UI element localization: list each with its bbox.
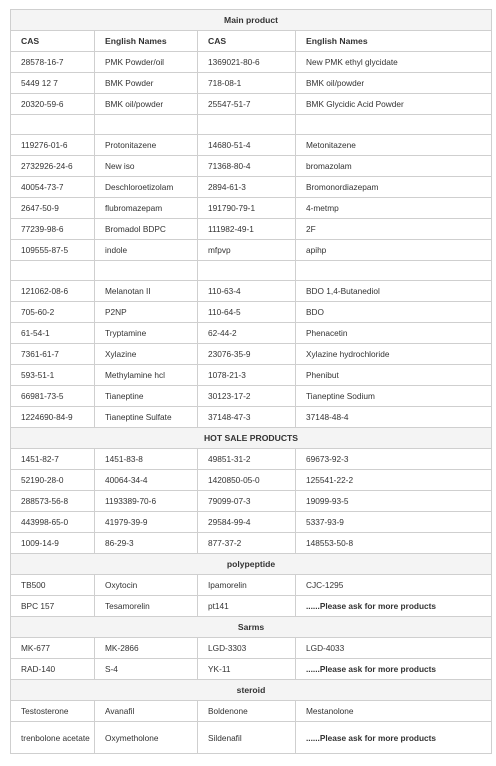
table-cell: 2894-61-3 xyxy=(198,177,296,198)
table-cell: Oxytocin xyxy=(95,575,198,596)
table-row xyxy=(11,575,492,596)
table-cell: 61-54-1 xyxy=(11,323,95,344)
section-header-sarms xyxy=(11,617,492,638)
table-cell: Phenibut xyxy=(296,365,492,386)
table-cell: Bromadol BDPC xyxy=(95,219,198,240)
table-row xyxy=(11,52,492,73)
table-cell: 69673-92-3 xyxy=(296,449,492,470)
table-row xyxy=(11,449,492,470)
table-cell: CJC-1295 xyxy=(296,575,492,596)
table-cell: 111982-49-1 xyxy=(198,219,296,240)
table-cell: BDO 1,4-Butanediol xyxy=(296,281,492,302)
table-row xyxy=(11,115,492,135)
table-cell: Sildenafil xyxy=(198,722,296,754)
table-cell xyxy=(296,261,492,281)
table-cell: 23076-35-9 xyxy=(198,344,296,365)
table-cell: Xylazine xyxy=(95,344,198,365)
table-cell: 443998-65-0 xyxy=(11,512,95,533)
table-cell: 29584-99-4 xyxy=(198,512,296,533)
section-header-hot xyxy=(11,428,492,449)
table-cell: 66981-73-5 xyxy=(11,386,95,407)
table-cell: 1078-21-3 xyxy=(198,365,296,386)
table-cell: apihp xyxy=(296,240,492,261)
table-cell: 1369021-80-6 xyxy=(198,52,296,73)
table-cell: 49851-31-2 xyxy=(198,449,296,470)
table-row xyxy=(11,302,492,323)
table-cell xyxy=(198,115,296,135)
table-row xyxy=(11,701,492,722)
table-cell: indole xyxy=(95,240,198,261)
table-row xyxy=(11,596,492,617)
table-cell: New PMK ethyl glycidate xyxy=(296,52,492,73)
table-row xyxy=(11,365,492,386)
table-row xyxy=(11,135,492,156)
table-row xyxy=(11,491,492,512)
table-cell: 1420850-05-0 xyxy=(198,470,296,491)
table-cell: 109555-87-5 xyxy=(11,240,95,261)
table-cell: Boldenone xyxy=(198,701,296,722)
section-header-polypeptide xyxy=(11,554,492,575)
table-cell: mfpvp xyxy=(198,240,296,261)
table-cell: 1193389-70-6 xyxy=(95,491,198,512)
table-cell: PMK Powder/oil xyxy=(95,52,198,73)
table-cell: 86-29-3 xyxy=(95,533,198,554)
table-cell xyxy=(296,115,492,135)
table-cell: 148553-50-8 xyxy=(296,533,492,554)
table-row xyxy=(11,722,492,754)
table-cell: Ipamorelin xyxy=(198,575,296,596)
table-row xyxy=(11,533,492,554)
table-cell: 4-metmp xyxy=(296,198,492,219)
table-cell: Mestanolone xyxy=(296,701,492,722)
table-cell: 705-60-2 xyxy=(11,302,95,323)
table-cell: 877-37-2 xyxy=(198,533,296,554)
table-cell: Tianeptine Sulfate xyxy=(95,407,198,428)
table-cell: Protonitazene xyxy=(95,135,198,156)
table-row xyxy=(11,323,492,344)
table-cell: BMK Glycidic Acid Powder xyxy=(296,94,492,115)
table-cell: 14680-51-4 xyxy=(198,135,296,156)
table-cell: Methylamine hcl xyxy=(95,365,198,386)
table-cell: 119276-01-6 xyxy=(11,135,95,156)
section-header-main xyxy=(11,10,492,31)
table-cell: flubromazepam xyxy=(95,198,198,219)
table-cell: BMK oil/powder xyxy=(95,94,198,115)
col-header-cas: CAS xyxy=(198,31,296,52)
table-cell: Deschloroetizolam xyxy=(95,177,198,198)
table-cell: 718-08-1 xyxy=(198,73,296,94)
table-cell: Avanafil xyxy=(95,701,198,722)
table-cell: Metonitazene xyxy=(296,135,492,156)
table-cell: 52190-28-0 xyxy=(11,470,95,491)
section-title: polypeptide xyxy=(11,554,492,575)
table-cell: 7361-61-7 xyxy=(11,344,95,365)
table-cell: Melanotan II xyxy=(95,281,198,302)
table-cell: ......Please ask for more products xyxy=(296,596,492,617)
table-cell: 288573-56-8 xyxy=(11,491,95,512)
table-cell: Tryptamine xyxy=(95,323,198,344)
table-cell: 110-64-5 xyxy=(198,302,296,323)
table-cell: LGD-4033 xyxy=(296,638,492,659)
table-cell xyxy=(11,261,95,281)
table-row xyxy=(11,177,492,198)
table-cell: TB500 xyxy=(11,575,95,596)
column-header-row xyxy=(11,31,492,52)
table-cell: 191790-79-1 xyxy=(198,198,296,219)
table-row xyxy=(11,261,492,281)
table-cell: 1451-83-8 xyxy=(95,449,198,470)
table-cell: 5337-93-9 xyxy=(296,512,492,533)
table-row xyxy=(11,198,492,219)
table-cell: 5449 12 7 xyxy=(11,73,95,94)
table-cell: 30123-17-2 xyxy=(198,386,296,407)
table-row xyxy=(11,638,492,659)
table-cell: P2NP xyxy=(95,302,198,323)
table-cell: Phenacetin xyxy=(296,323,492,344)
table-cell: BMK oil/powder xyxy=(296,73,492,94)
col-header-cas: CAS xyxy=(11,31,95,52)
table-cell: 41979-39-9 xyxy=(95,512,198,533)
table-cell xyxy=(95,115,198,135)
table-cell: Tianeptine xyxy=(95,386,198,407)
table-row xyxy=(11,94,492,115)
table-cell: bromazolam xyxy=(296,156,492,177)
table-cell: 79099-07-3 xyxy=(198,491,296,512)
table-cell: 2F xyxy=(296,219,492,240)
table-cell: 1451-82-7 xyxy=(11,449,95,470)
table-row xyxy=(11,219,492,240)
table-row xyxy=(11,240,492,261)
table-cell: YK-11 xyxy=(198,659,296,680)
table-cell: RAD-140 xyxy=(11,659,95,680)
table-cell: 25547-51-7 xyxy=(198,94,296,115)
table-cell: 1224690-84-9 xyxy=(11,407,95,428)
table-row xyxy=(11,386,492,407)
table-cell: New iso xyxy=(95,156,198,177)
table-cell: pt141 xyxy=(198,596,296,617)
table-cell: 2732926-24-6 xyxy=(11,156,95,177)
table-cell: 125541-22-2 xyxy=(296,470,492,491)
table-cell: 40054-73-7 xyxy=(11,177,95,198)
section-title: Main product xyxy=(11,10,492,31)
table-cell: Testosterone xyxy=(11,701,95,722)
table-cell: S-4 xyxy=(95,659,198,680)
table-cell: 71368-80-4 xyxy=(198,156,296,177)
table-cell: 1009-14-9 xyxy=(11,533,95,554)
table-row xyxy=(11,470,492,491)
table-cell: BMK Powder xyxy=(95,73,198,94)
table-cell xyxy=(198,261,296,281)
table-cell: 62-44-2 xyxy=(198,323,296,344)
table-row xyxy=(11,156,492,177)
table-cell: 40064-34-4 xyxy=(95,470,198,491)
table-cell: ......Please ask for more products xyxy=(296,722,492,754)
table-cell: MK-2866 xyxy=(95,638,198,659)
table-cell: 121062-08-6 xyxy=(11,281,95,302)
table-cell: BPC 157 xyxy=(11,596,95,617)
section-title: Sarms xyxy=(11,617,492,638)
table-cell: 37148-48-4 xyxy=(296,407,492,428)
table-cell: 77239-98-6 xyxy=(11,219,95,240)
table-cell: Tianeptine Sodium xyxy=(296,386,492,407)
table-cell: 20320-59-6 xyxy=(11,94,95,115)
table-cell: Xylazine hydrochloride xyxy=(296,344,492,365)
table-row xyxy=(11,407,492,428)
table-cell: 19099-93-5 xyxy=(296,491,492,512)
table-cell: Oxymetholone xyxy=(95,722,198,754)
product-table xyxy=(10,9,492,754)
table-row xyxy=(11,281,492,302)
col-header-names: English Names xyxy=(95,31,198,52)
table-cell xyxy=(11,115,95,135)
table-row xyxy=(11,73,492,94)
table-cell: Tesamorelin xyxy=(95,596,198,617)
table-cell: 110-63-4 xyxy=(198,281,296,302)
table-cell: BDO xyxy=(296,302,492,323)
table-cell: LGD-3303 xyxy=(198,638,296,659)
table-cell xyxy=(95,261,198,281)
table-cell: Bromonordiazepam xyxy=(296,177,492,198)
section-title: HOT SALE PRODUCTS xyxy=(11,428,492,449)
table-cell: ......Please ask for more products xyxy=(296,659,492,680)
table-cell: 593-51-1 xyxy=(11,365,95,386)
table-row xyxy=(11,344,492,365)
product-list xyxy=(10,9,491,754)
col-header-names: English Names xyxy=(296,31,492,52)
section-header-steroid xyxy=(11,680,492,701)
table-cell: MK-677 xyxy=(11,638,95,659)
table-cell: 2647-50-9 xyxy=(11,198,95,219)
table-row xyxy=(11,659,492,680)
table-cell: 28578-16-7 xyxy=(11,52,95,73)
table-row xyxy=(11,512,492,533)
table-cell: 37148-47-3 xyxy=(198,407,296,428)
table-cell: trenbolone acetate xyxy=(11,722,95,754)
section-title: steroid xyxy=(11,680,492,701)
